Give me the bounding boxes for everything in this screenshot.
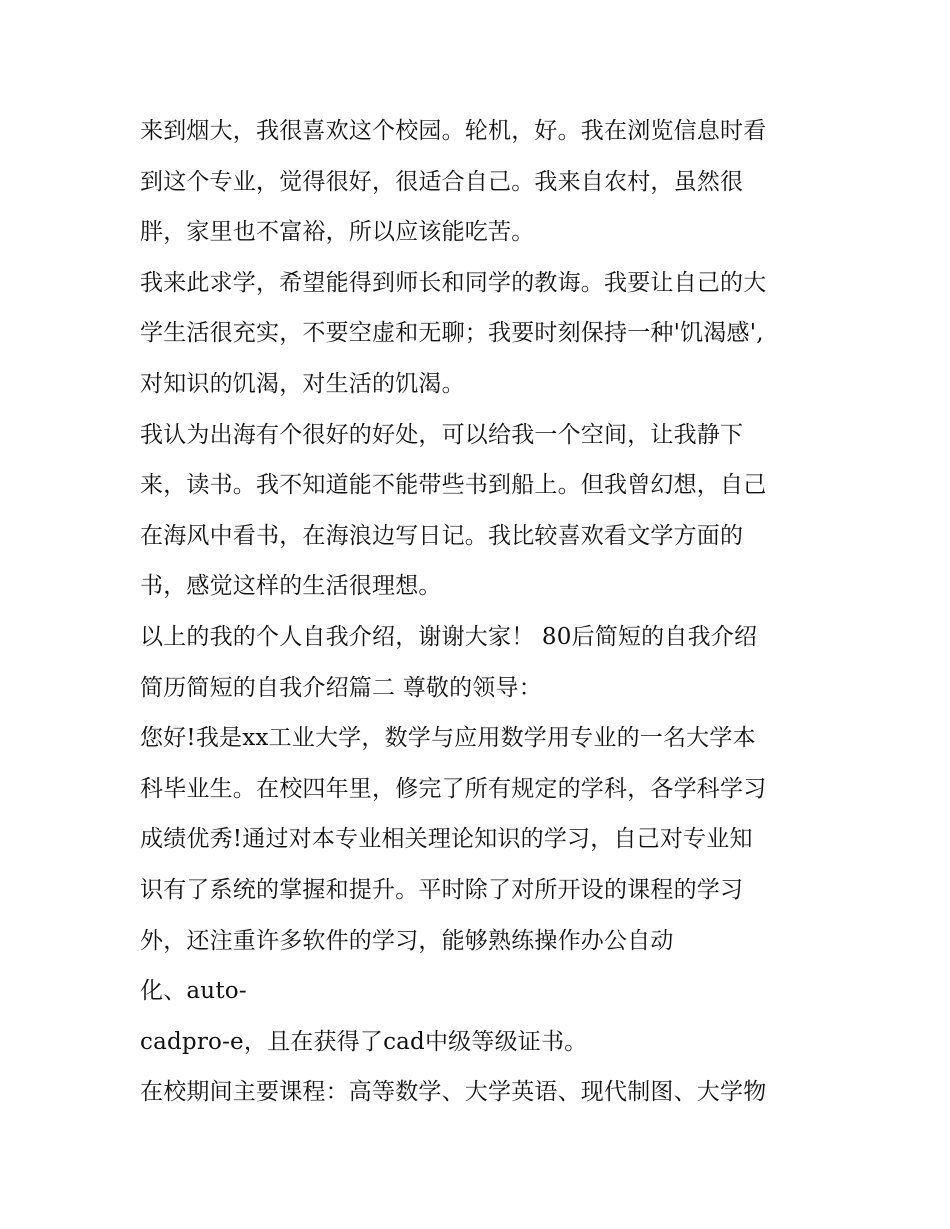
- text-line: 成绩优秀!通过对本专业相关理论知识的学习，自己对专业知: [140, 826, 753, 853]
- text-line: 在海风中看书，在海浪边写日记。我比较喜欢看文学方面的: [140, 522, 744, 549]
- text-line: 外，还注重许多软件的学习，能够熟练操作办公自动: [140, 927, 674, 954]
- text-line: 化、auto-: [140, 978, 247, 1005]
- text-line: 我认为出海有个很好的好处，可以给我一个空间，让我静下: [140, 421, 744, 448]
- text-line: 简历简短的自我介绍篇二 尊敬的领导：: [140, 674, 542, 701]
- text-line: 科毕业生。在校四年里，修完了所有规定的学科，各学科学习: [140, 775, 767, 802]
- text-line: 识有了系统的掌握和提升。平时除了对所开设的课程的学习: [140, 876, 744, 903]
- text-line: 在校期间主要课程：高等数学、大学英语、现代制图、大学物: [140, 1079, 767, 1106]
- text-line: 胖，家里也不富裕，所以应该能吃苦。: [140, 219, 535, 246]
- text-line: 来到烟大，我很喜欢这个校园。轮机，好。我在浏览信息时看: [140, 118, 767, 144]
- text-line: 对知识的饥渴，对生活的饥渴。: [140, 370, 465, 397]
- text-line: 我来此求学，希望能得到师长和同学的教诲。我要让自己的大: [140, 269, 767, 296]
- document-body: [140, 106, 830, 1118]
- text-line: cadpro-e，且在获得了cad中级等级证书。: [140, 1028, 588, 1055]
- text-line: 您好!我是xx工业大学，数学与应用数学用专业的一名大学本: [140, 725, 756, 752]
- text-line: 书，感觉这样的生活很理想。: [140, 573, 442, 600]
- text-line: 以上的我的个人自我介绍，谢谢大家！ 80后简短的自我介绍: [140, 623, 758, 650]
- text-line: 到这个专业，觉得很好，很适合自己。我来自农村，虽然很: [140, 168, 744, 195]
- text-line: 来，读书。我不知道能不能带些书到船上。但我曾幻想，自己: [140, 472, 767, 499]
- text-line: 学生活很充实，不要空虚和无聊；我要时刻保持一种'饥渴感',: [140, 320, 764, 347]
